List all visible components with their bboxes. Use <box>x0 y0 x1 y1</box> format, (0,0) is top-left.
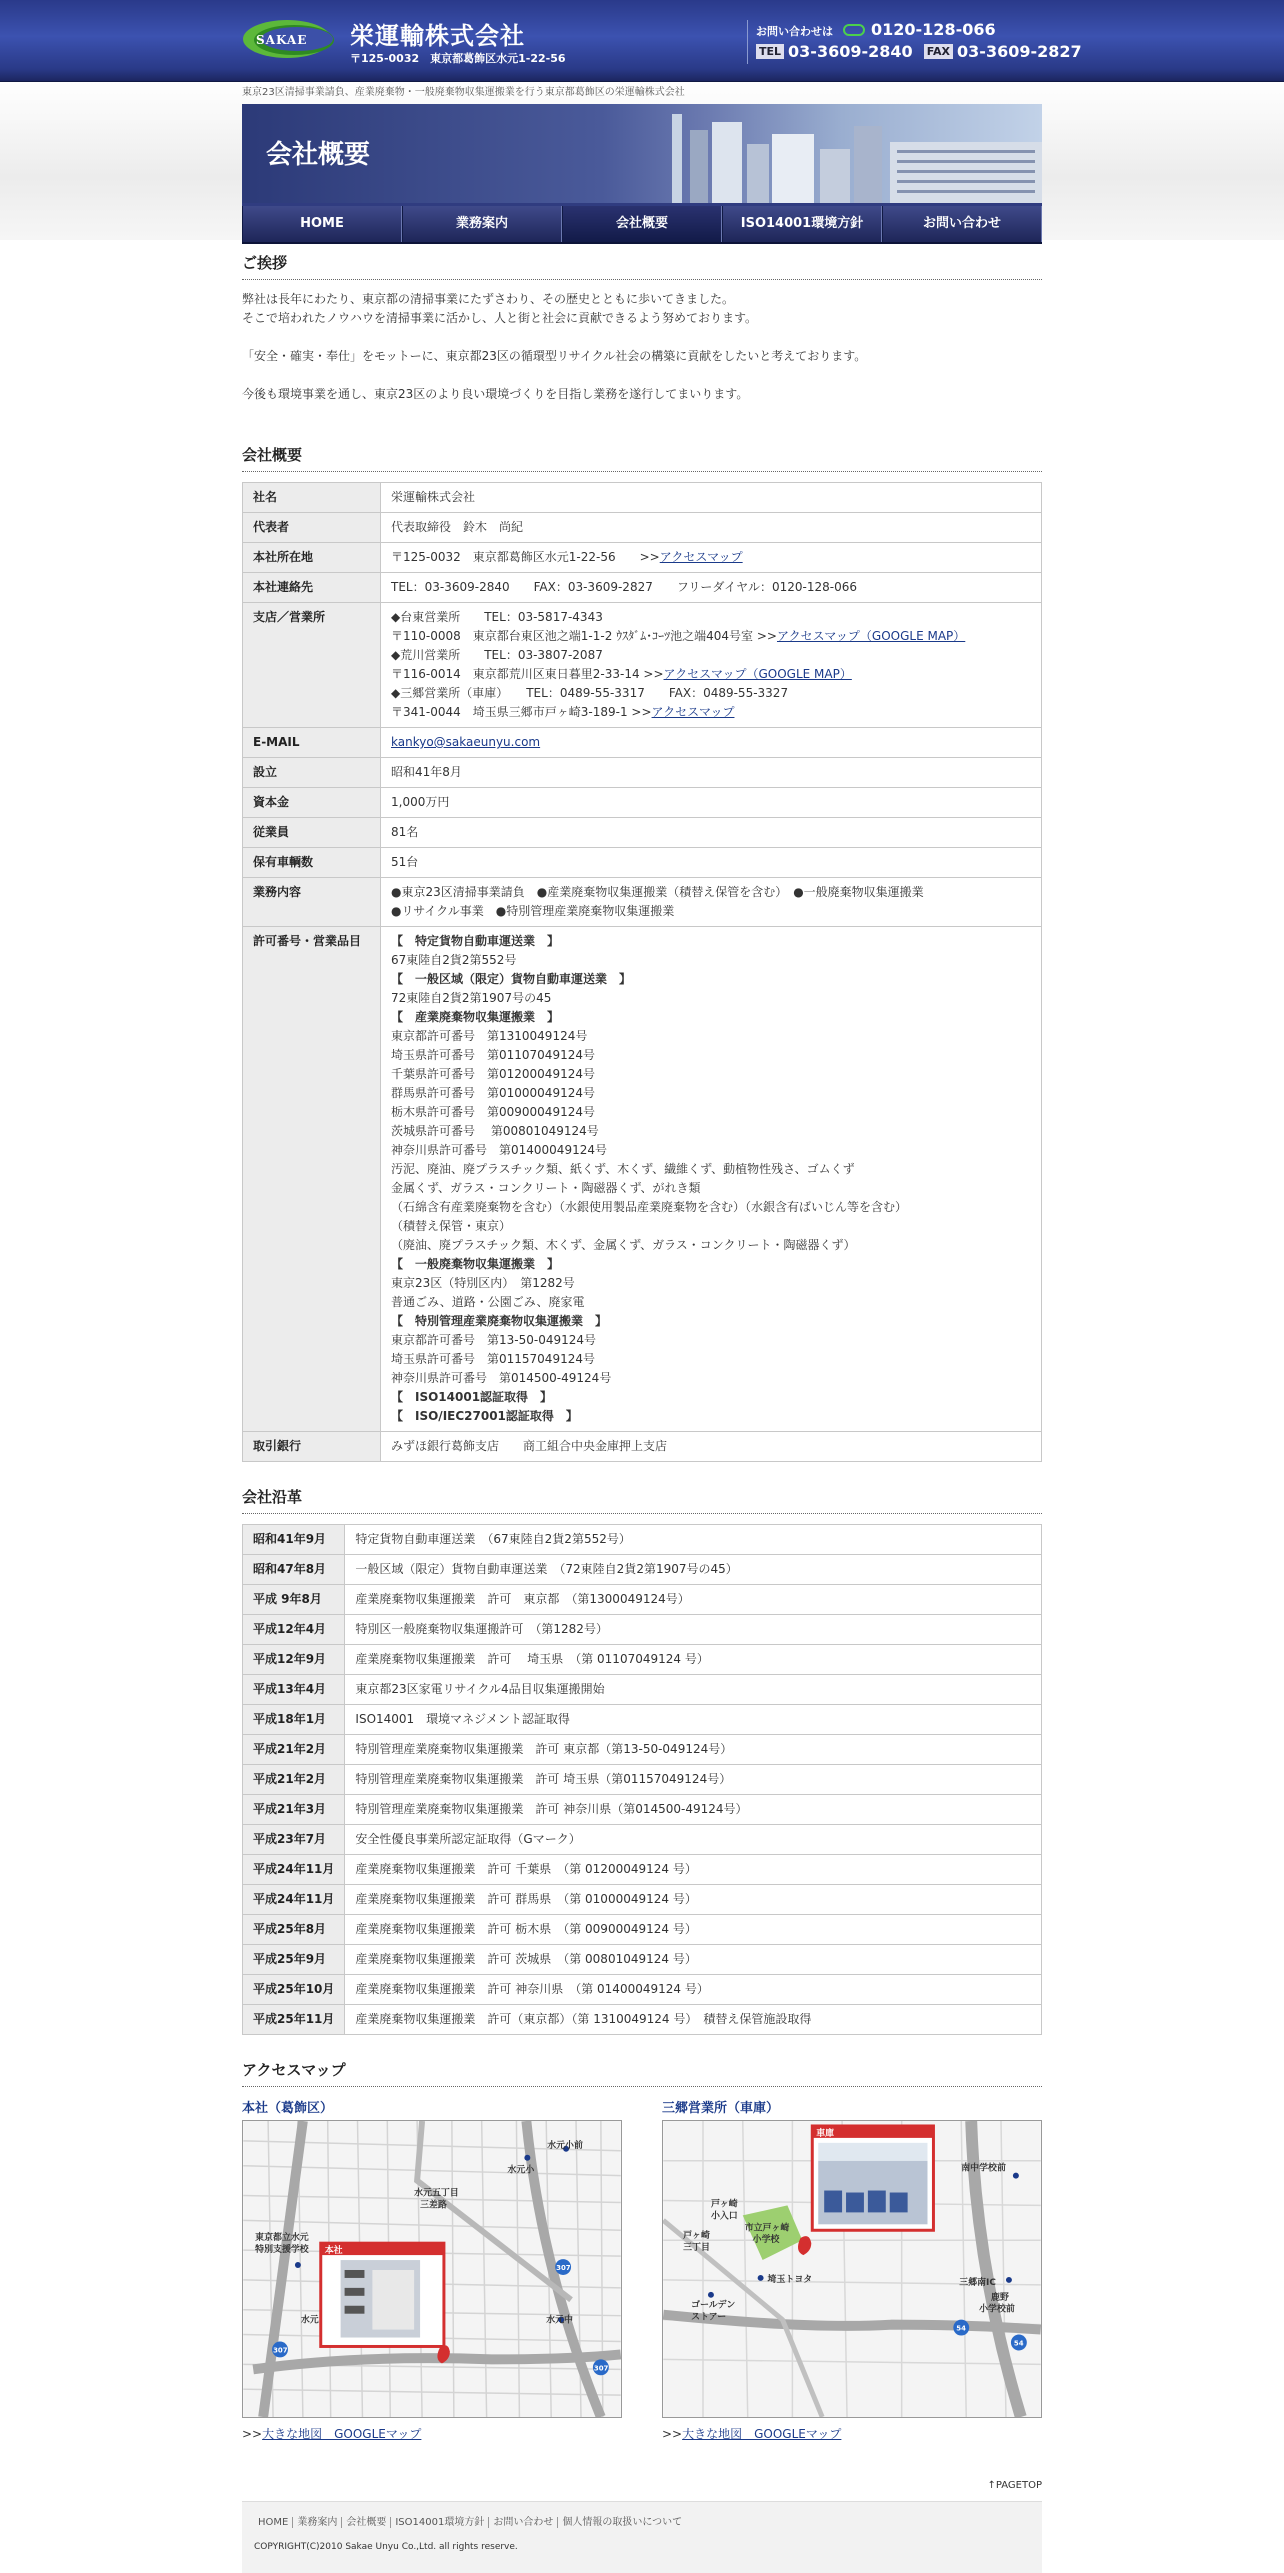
branch-address: 〒341-0044 埼玉県三郷市戸ヶ崎3-189-1 >> <box>391 705 652 719</box>
table-row <box>243 1432 1042 1462</box>
misato-map-box <box>662 2097 1042 2442</box>
permit-line: 栃木県許可番号 第00900049124号 <box>391 1105 595 1119</box>
permit-line: 神奈川県許可番号 第014500-49124号 <box>391 1371 612 1385</box>
global-nav <box>242 206 1042 244</box>
history-event: 特定貨物自動車運送業 （67東陸自2貨2第552号） <box>345 1525 1042 1555</box>
row-label: 支店／営業所 <box>243 603 381 728</box>
main-content <box>242 252 1042 2491</box>
table-row <box>243 1675 1042 1705</box>
row-label: 従業員 <box>243 818 381 848</box>
table-row <box>243 2005 1042 2035</box>
footer-link[interactable]: 会社概要 <box>342 2517 391 2528</box>
link-prefix: >> <box>662 2427 683 2441</box>
permit-line: 東京都許可番号 第1310049124号 <box>391 1029 588 1043</box>
history-date: 平成25年11月 <box>243 2005 345 2035</box>
history-date: 平成23年7月 <box>243 1825 345 1855</box>
history-date: 平成13年4月 <box>243 1675 345 1705</box>
table-row <box>243 483 1042 513</box>
branch-line: ◆台東営業所 TEL：03-5817-4343 <box>391 610 603 624</box>
table-row <box>243 1855 1042 1885</box>
greeting-line: 弊社は長年にわたり、東京都の清掃事業にたずさわり、その歴史とともに歩いてきました。 <box>242 292 735 306</box>
greeting-line: 今後も環境事業を通し、東京23区のより良い環境づくりを目指し業務を遂行してまいります。 <box>242 387 749 401</box>
history-event: 東京都23区家電リサイクル4品目収集運搬開始 <box>345 1675 1042 1705</box>
pagetop-link[interactable]: ↑PAGETOP <box>987 2480 1042 2491</box>
hq-access-map-link[interactable]: アクセスマップ <box>659 550 743 564</box>
site-header <box>0 0 1284 82</box>
table-row <box>243 1945 1042 1975</box>
row-value <box>381 927 1042 1432</box>
row-value <box>381 728 1042 758</box>
branch-address: 〒116-0014 東京都荒川区東日暮里2-33-14 >> <box>391 667 664 681</box>
permit-line: 金属くず、ガラス・コンクリート・陶磁器くず、がれき類 <box>391 1181 701 1195</box>
nav-iso[interactable]: ISO14001環境方針 <box>722 206 882 242</box>
footer-link[interactable]: お問い合わせ <box>489 2517 558 2528</box>
row-label: 社名 <box>243 483 381 513</box>
permit-line: 汚泥、廃油、廃プラスチック類、紙くず、木くず、繊維くず、動植物性残さ、ゴムくず <box>391 1162 855 1176</box>
permit-heading: 【 ISO14001認証取得 】 <box>391 1390 553 1404</box>
profile-table <box>242 482 1042 1462</box>
row-label: 業務内容 <box>243 878 381 927</box>
map-label: 水元小前 <box>547 2140 583 2151</box>
map-label: 本社 <box>324 2246 343 2257</box>
profile-heading: 会社概要 <box>242 444 1042 472</box>
footer-link[interactable]: 個人情報の取扱いについて <box>562 2517 683 2528</box>
history-date: 平成21年2月 <box>243 1765 345 1795</box>
map-label: 307 <box>273 2346 288 2355</box>
table-row <box>243 1585 1042 1615</box>
row-value: 栄運輸株式会社 <box>381 483 1042 513</box>
table-row <box>243 848 1042 878</box>
map-label: 戸ヶ崎 <box>710 2199 738 2210</box>
banner-band <box>0 82 1284 240</box>
nav-services[interactable]: 業務案内 <box>402 206 562 242</box>
hq-google-map-link[interactable]: 大きな地図 GOOGLEマップ <box>262 2427 422 2441</box>
table-row <box>243 543 1042 573</box>
permit-line: 茨城県許可番号 第00801049124号 <box>391 1124 599 1138</box>
history-date: 平成21年3月 <box>243 1795 345 1825</box>
history-event: 特別管理産業廃棄物収集運搬業 許可 東京都（第13-50-049124号） <box>345 1735 1042 1765</box>
row-value: TEL：03-3609-2840 FAX：03-3609-2827 フリーダイヤル：0120-128-066 <box>381 573 1042 603</box>
table-row <box>243 1885 1042 1915</box>
greeting-line: そこで培われたノウハウを清掃事業に活かし、人と街と社会に貢献できるよう努めております。 <box>242 311 758 325</box>
map-label: ゴールデン <box>691 2300 736 2311</box>
table-row <box>243 1645 1042 1675</box>
map-label: 三郷南IC <box>959 2277 996 2288</box>
footer-link[interactable]: HOME <box>254 2517 293 2528</box>
company-logo[interactable] <box>242 18 340 60</box>
table-row <box>243 1555 1042 1585</box>
greeting-line: 「安全・確実・奉仕」をモットーに、東京都23区の循環型リサイクル社会の構築に貢献をしたいと考えております。 <box>242 349 867 363</box>
history-date: 平成25年10月 <box>243 1975 345 2005</box>
free-dial-icon <box>843 24 865 36</box>
page-banner <box>242 104 1042 206</box>
row-value: みずほ銀行葛飾支店 商工組合中央金庫押上支店 <box>381 1432 1042 1462</box>
row-label: 本社連絡先 <box>243 573 381 603</box>
permit-line: 東京都許可番号 第13-50-049124号 <box>391 1333 597 1347</box>
table-row <box>243 1915 1042 1945</box>
map-label: 南中学校前 <box>961 2163 1006 2174</box>
row-label: E-MAIL <box>243 728 381 758</box>
table-row <box>243 573 1042 603</box>
permit-line: 埼玉県許可番号 第01157049124号 <box>391 1352 595 1366</box>
misato-map-title: 三郷営業所（車庫） <box>662 2101 780 2116</box>
map-label: 水元中 <box>546 2315 573 2326</box>
history-event: 産業廃棄物収集運搬業 許可（東京都）（第 1310049124 号） 積替え保管施設取得 <box>345 2005 1042 2035</box>
history-date: 昭和47年8月 <box>243 1555 345 1585</box>
branch-address: 〒110-0008 東京都台東区池之端1-1-2 ｳｽﾀﾞﾑ･ｺｰﾂ池之端404号室 >> <box>391 629 777 643</box>
hq-address: 〒125-0032 東京都葛飾区水元1-22-56 >> <box>391 550 660 564</box>
arakawa-map-link[interactable]: アクセスマップ（GOOGLE MAP） <box>663 667 852 681</box>
row-value <box>381 543 1042 573</box>
map-label: 三丁目 <box>683 2243 710 2254</box>
map-label: 307 <box>556 2263 571 2272</box>
table-row <box>243 728 1042 758</box>
history-date: 平成21年2月 <box>243 1735 345 1765</box>
map-label: 埼玉トヨタ <box>767 2274 813 2285</box>
permit-line: （石綿含有産業廃棄物を含む）（水銀使用製品産業廃棄物を含む）（水銀含有ばいじん等を含む） <box>391 1200 908 1214</box>
history-heading: 会社沿革 <box>242 1486 1042 1514</box>
company-name: 栄運輸株式会社 <box>350 21 525 50</box>
history-event: 産業廃棄物収集運搬業 許可 栃木県 （第 00900049124 号） <box>345 1915 1042 1945</box>
misato-map-link-row <box>662 2425 1042 2442</box>
table-row <box>243 1525 1042 1555</box>
history-date: 平成25年8月 <box>243 1915 345 1945</box>
table-row <box>243 1705 1042 1735</box>
permit-line: 普通ごみ、道路・公園ごみ、廃家電 <box>391 1295 585 1309</box>
history-date: 平成 9年8月 <box>243 1585 345 1615</box>
hq-map-title: 本社（葛飾区） <box>242 2101 334 2116</box>
table-row <box>243 878 1042 927</box>
fax-number: 03-3609-2827 <box>957 42 1082 61</box>
map-label: 三差路 <box>420 2200 447 2211</box>
branch-line: ◆荒川営業所 TEL：03-3807-2087 <box>391 648 603 662</box>
taito-map-link[interactable]: アクセスマップ（GOOGLE MAP） <box>776 629 966 643</box>
row-value <box>381 878 1042 927</box>
table-row <box>243 1795 1042 1825</box>
map-label: 水元小 <box>507 2165 535 2176</box>
row-value <box>381 603 1042 728</box>
permit-line: 東京23区（特別区内） 第1282号 <box>391 1276 575 1290</box>
table-row <box>243 788 1042 818</box>
logo-text: SAKAE <box>256 33 308 47</box>
map-label: 市立戸ヶ崎 <box>744 2223 790 2234</box>
tel-number[interactable]: 03-3609-2840 <box>788 42 913 61</box>
row-label: 取引銀行 <box>243 1432 381 1462</box>
access-maps <box>242 2097 1042 2442</box>
table-row <box>243 758 1042 788</box>
map-label: ストアー <box>691 2312 727 2323</box>
permit-line: 群馬県許可番号 第01000049124号 <box>391 1086 595 1100</box>
permit-line: 67東陸自2貨2第552号 <box>391 953 517 967</box>
row-label: 代表者 <box>243 513 381 543</box>
table-row <box>243 603 1042 728</box>
hq-map-image[interactable] <box>242 2120 622 2418</box>
nav-company[interactable]: 会社概要 <box>562 206 722 242</box>
history-event: 特別管理産業廃棄物収集運搬業 許可 神奈川県（第014500-49124号） <box>345 1795 1042 1825</box>
permit-line: 埼玉県許可番号 第01107049124号 <box>391 1048 595 1062</box>
access-heading: アクセスマップ <box>242 2059 1042 2087</box>
permit-line: 神奈川県許可番号 第01400049124号 <box>391 1143 607 1157</box>
tel-tag: TEL <box>756 44 784 59</box>
map-label: 戸ヶ崎 <box>683 2231 710 2242</box>
link-prefix: >> <box>242 2427 263 2441</box>
misato-map-image[interactable] <box>662 2120 1042 2418</box>
company-address: 〒125-0032 東京都葛飾区水元1-22-56 <box>350 52 566 65</box>
branch-line <box>391 627 1031 646</box>
map-label: 54 <box>1013 2339 1024 2348</box>
permit-heading: 【 特定貨物自動車運送業 】 <box>391 934 560 948</box>
row-label: 資本金 <box>243 788 381 818</box>
map-label: 54 <box>956 2324 966 2333</box>
branch-line <box>391 665 1031 684</box>
greeting-heading: ご挨拶 <box>242 252 1042 280</box>
history-event: ISO14001 環境マネジメント認証取得 <box>345 1705 1042 1735</box>
row-label: 許可番号・営業品目 <box>243 927 381 1432</box>
branch-line <box>391 703 1031 722</box>
history-event: 産業廃棄物収集運搬業 許可 埼玉県 （第 01107049124 号） <box>345 1645 1042 1675</box>
table-row <box>243 513 1042 543</box>
row-value: 1,000万円 <box>381 788 1042 818</box>
row-value: 81名 <box>381 818 1042 848</box>
permit-heading: 【 産業廃棄物収集運搬業 】 <box>391 1010 560 1024</box>
permit-line: （積替え保管・東京） <box>391 1219 512 1233</box>
permit-line: （廃油、廃プラスチック類、木くず、金属くず、ガラス・コンクリート・陶磁器くず） <box>391 1238 856 1252</box>
permit-heading: 【 ISO/IEC27001認証取得 】 <box>391 1409 578 1423</box>
table-row <box>243 1975 1042 2005</box>
greeting-text <box>242 290 1042 404</box>
footer-link[interactable]: 業務案内 <box>293 2517 342 2528</box>
history-event: 産業廃棄物収集運搬業 許可 千葉県 （第 01200049124 号） <box>345 1855 1042 1885</box>
row-value: 代表取締役 鈴木 尚紀 <box>381 513 1042 543</box>
misato-google-map-link[interactable]: 大きな地図 GOOGLEマップ <box>682 2427 842 2441</box>
permit-line: 72東陸自2貨2第1907号の45 <box>391 991 552 1005</box>
page-title: 会社概要 <box>266 140 371 170</box>
map-label: 小学校前 <box>979 2304 1015 2315</box>
map-label: 水元五丁目 <box>414 2188 459 2199</box>
table-row <box>243 927 1042 1432</box>
map-label: 特別支援学校 <box>255 2245 309 2256</box>
footer-link[interactable]: ISO14001環境方針 <box>391 2517 489 2528</box>
permit-heading: 【 一般廃棄物収集運搬業 】 <box>391 1257 560 1271</box>
hq-map-box <box>242 2097 622 2442</box>
email-link[interactable]: kankyo@sakaeunyu.com <box>391 735 541 749</box>
permit-line: 千葉県許可番号 第01200049124号 <box>391 1067 595 1081</box>
row-label: 設立 <box>243 758 381 788</box>
misato-map-link[interactable]: アクセスマップ <box>651 705 735 719</box>
history-event: 安全性優良事業所認定証取得（Gマーク） <box>345 1825 1042 1855</box>
contact-label: お問い合わせは <box>756 25 833 38</box>
permit-heading: 【 一般区域（限定）貨物自動車運送業 】 <box>391 972 632 986</box>
map-label: 東京都立水元 <box>255 2233 309 2244</box>
map-label: 小入口 <box>710 2211 738 2222</box>
row-value: 51台 <box>381 848 1042 878</box>
nav-contact[interactable]: お問い合わせ <box>882 206 1042 242</box>
table-row <box>243 1735 1042 1765</box>
history-event: 特別管理産業廃棄物収集運搬業 許可 埼玉県（第01157049124号） <box>345 1765 1042 1795</box>
row-label: 保有車輌数 <box>243 848 381 878</box>
row-label: 本社所在地 <box>243 543 381 573</box>
history-date: 平成18年1月 <box>243 1705 345 1735</box>
site-footer <box>242 2501 1042 2573</box>
history-date: 平成24年11月 <box>243 1855 345 1885</box>
permit-list <box>391 932 1031 1426</box>
map-label: 車庫 <box>816 2128 835 2139</box>
footer-nav <box>254 2512 1030 2534</box>
history-event: 産業廃棄物収集運搬業 許可 東京都 （第1300049124号） <box>345 1585 1042 1615</box>
contact-box <box>747 20 1082 64</box>
history-event: 産業廃棄物収集運搬業 許可 群馬県 （第 01000049124 号） <box>345 1885 1042 1915</box>
row-value: 昭和41年8月 <box>381 758 1042 788</box>
hq-map-link-row <box>242 2425 622 2442</box>
table-row <box>243 1825 1042 1855</box>
fax-tag: FAX <box>924 44 953 59</box>
table-row <box>243 1765 1042 1795</box>
history-date: 昭和41年9月 <box>243 1525 345 1555</box>
history-table <box>242 1524 1042 2035</box>
table-row <box>243 818 1042 848</box>
business-line: ●リサイクル事業 ●特別管理産業廃棄物収集運搬業 <box>391 904 675 918</box>
history-event: 特別区一般廃棄物収集運搬許可 （第1282号） <box>345 1615 1042 1645</box>
map-label: 鹿野 <box>991 2292 1009 2303</box>
tagline: 東京23区清掃事業請負、産業廃棄物・一般廃棄物収集運搬業を行う東京都葛飾区の栄運輸株式会社 <box>242 87 685 98</box>
history-date: 平成24年11月 <box>243 1885 345 1915</box>
map-label: 307 <box>593 2364 609 2373</box>
permit-heading: 【 特別管理産業廃棄物収集運搬業 】 <box>391 1314 608 1328</box>
history-date: 平成12年4月 <box>243 1615 345 1645</box>
map-label: 水元 <box>300 2315 319 2326</box>
history-event: 産業廃棄物収集運搬業 許可 茨城県 （第 00801049124 号） <box>345 1945 1042 1975</box>
business-line: ●東京23区清掃事業請負 ●産業廃棄物収集運搬業（積替え保管を含む） ●一般廃棄物収集運搬業 <box>391 885 924 899</box>
history-event: 一般区域（限定）貨物自動車運送業 （72東陸自2貨2第1907号の45） <box>345 1555 1042 1585</box>
history-date: 平成12年9月 <box>243 1645 345 1675</box>
history-event: 産業廃棄物収集運搬業 許可 神奈川県 （第 01400049124 号） <box>345 1975 1042 2005</box>
branch-line: ◆三郷営業所（車庫） TEL：0489-55-3317 FAX：0489-55-3327 <box>391 686 789 700</box>
history-date: 平成25年9月 <box>243 1945 345 1975</box>
nav-home[interactable]: HOME <box>242 206 402 242</box>
table-row <box>243 1615 1042 1645</box>
free-dial-number[interactable]: 0120-128-066 <box>871 20 996 39</box>
map-label: 小学校 <box>752 2235 780 2246</box>
copyright: COPYRIGHT(C)2010 Sakae Unyu Co.,Ltd. all rights reserve. <box>254 2542 518 2552</box>
